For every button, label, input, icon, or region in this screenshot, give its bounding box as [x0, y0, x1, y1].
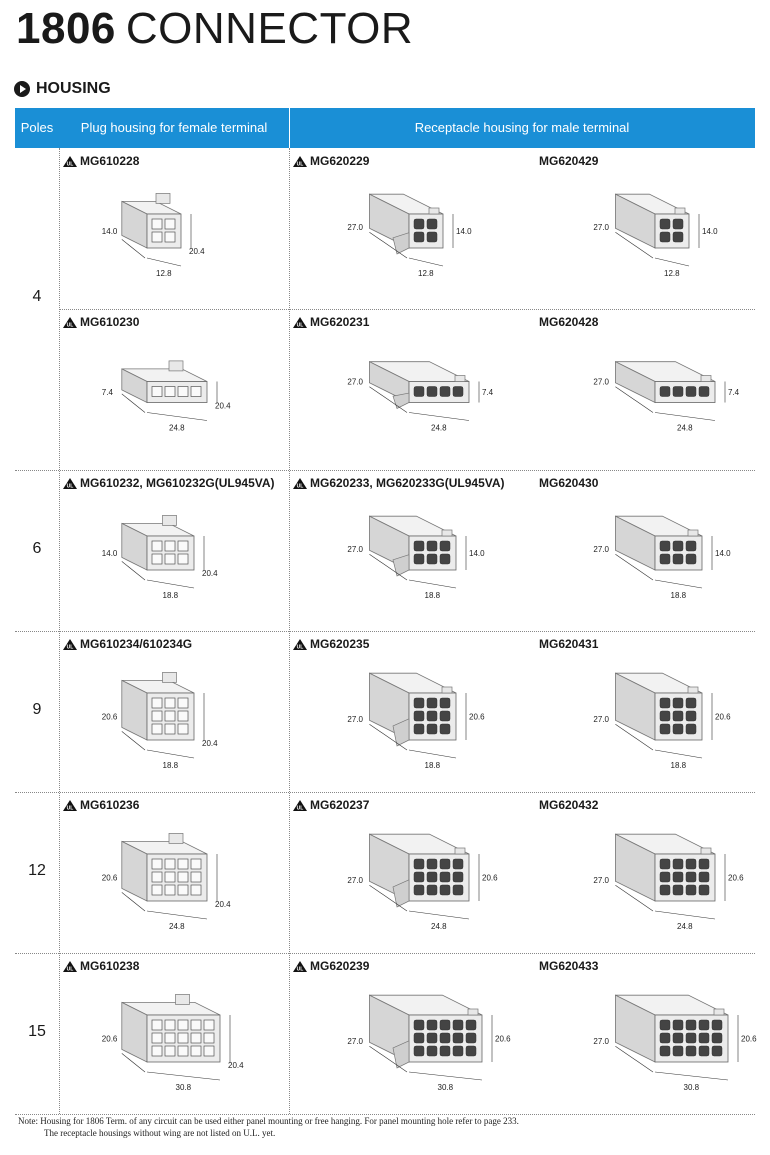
dim-depth-label: 27.0 [347, 545, 363, 555]
housing-cell [289, 309, 535, 470]
drawing-area [339, 170, 509, 303]
dim-width-label: 12.8 [418, 269, 434, 278]
dim-depth-label: 27.0 [347, 377, 363, 387]
dim-height-label: 20.6 [469, 712, 485, 722]
part-number-row [539, 798, 598, 812]
dim-height-label: 14.0 [456, 227, 472, 236]
note-line-1: Note: Housing for 1806 Term. of any circuit can be used either panel mounting or free hanging. For panel mounting hole refer to page 233. [18, 1116, 519, 1126]
dim-width-label: 12.8 [156, 269, 172, 278]
dim-depth-label: 27.0 [593, 377, 609, 387]
part-number-row [293, 637, 369, 651]
dim-height-label: 14.0 [101, 227, 118, 236]
connector-drawing [585, 975, 755, 1103]
part-number: MG620431 [539, 637, 599, 651]
dim-width-label: 24.8 [431, 423, 447, 433]
table-header [15, 108, 755, 148]
poles-value: 15 [28, 1023, 46, 1040]
drawing-area [89, 814, 259, 947]
poles-value: 9 [32, 701, 42, 718]
part-number-row [539, 476, 598, 490]
ul-recognized-icon [63, 317, 77, 328]
svg-text:UL: UL [66, 966, 74, 972]
svg-text:UL: UL [296, 644, 304, 650]
housing-cell [289, 148, 535, 309]
drawing-area [585, 653, 755, 786]
part-number-row [293, 959, 369, 973]
svg-text:UL: UL [66, 161, 74, 167]
drawing-area [585, 814, 755, 947]
part-number: MG620237 [310, 798, 370, 812]
dim-depth-label: 27.0 [593, 223, 609, 233]
part-number-row [539, 637, 598, 651]
ul-recognized-icon [293, 961, 307, 972]
dim-depth-label: 27.0 [347, 223, 363, 233]
dim-height-label: 20.6 [741, 1034, 757, 1044]
part-number: MG620432 [539, 798, 599, 812]
part-number: MG620430 [539, 476, 599, 490]
title-word: CONNECTOR [125, 4, 414, 53]
dim-width-label: 18.8 [424, 761, 441, 770]
part-number-row [293, 476, 505, 490]
part-number: MG610238 [80, 959, 140, 973]
ul-recognized-icon [293, 639, 307, 650]
part-number: MG620231 [310, 315, 370, 329]
dim-width-label: 12.8 [664, 269, 680, 278]
connector-drawing [339, 331, 509, 459]
dim-width-label: 18.8 [424, 591, 441, 600]
connector-drawing [585, 331, 755, 459]
svg-text:UL: UL [66, 322, 74, 328]
drawing-area [585, 331, 755, 464]
part-number: MG610234/610234G [80, 637, 193, 651]
dim-depth-label: 27.0 [593, 715, 609, 725]
dim-depth-label: 27.0 [347, 876, 363, 886]
connector-drawing [585, 492, 755, 620]
connector-drawing [89, 975, 259, 1103]
dim-depth-label: 20.4 [202, 739, 218, 748]
dim-width-label: 30.8 [683, 1083, 700, 1092]
svg-text:UL: UL [296, 805, 304, 811]
section-heading [14, 80, 111, 98]
drawing-area [89, 975, 259, 1108]
connector-drawing [89, 331, 259, 459]
dim-height-label: 20.6 [101, 873, 118, 883]
ul-recognized-icon [63, 800, 77, 811]
ul-recognized-icon [63, 639, 77, 650]
svg-text:UL: UL [296, 322, 304, 328]
part-number-row [539, 154, 598, 168]
ul-recognized-icon [293, 478, 307, 489]
dim-height-label: 14.0 [101, 549, 118, 558]
svg-text:UL: UL [66, 483, 74, 489]
housing-cell [59, 148, 289, 309]
housing-cell [59, 631, 289, 792]
dim-width-label: 24.8 [677, 423, 693, 433]
part-number: MG610228 [80, 154, 140, 168]
part-number: MG620429 [539, 154, 599, 168]
drawing-area [339, 492, 509, 625]
section-label: HOUSING [36, 80, 111, 97]
dim-width-label: 30.8 [437, 1083, 454, 1092]
dim-height-label: 7.4 [728, 388, 740, 397]
housing-cell [59, 309, 289, 470]
housing-cell [535, 792, 755, 953]
svg-text:UL: UL [66, 805, 74, 811]
dim-width-label: 24.8 [169, 423, 185, 433]
dim-depth-label: 27.0 [347, 1037, 363, 1047]
housing-cell [289, 470, 535, 631]
part-number: MG610236 [80, 798, 140, 812]
housing-cell [535, 470, 755, 631]
part-number: MG620229 [310, 154, 370, 168]
poles-value: 12 [28, 862, 46, 879]
dim-height-label: 20.6 [101, 712, 118, 722]
dim-depth-label: 27.0 [347, 715, 363, 725]
drawing-area [339, 814, 509, 947]
dim-height-label: 7.4 [101, 388, 113, 397]
drawing-area [339, 653, 509, 786]
dim-width-label: 24.8 [169, 922, 185, 931]
part-number-row [293, 798, 369, 812]
header-plug: Plug housing for female terminal [59, 108, 290, 148]
part-number-row [539, 315, 598, 329]
part-number: MG620428 [539, 315, 599, 329]
part-number: MG610232, MG610232G(UL945VA) [80, 476, 275, 490]
ul-recognized-icon [293, 800, 307, 811]
poles-value: 6 [32, 540, 42, 557]
housing-cell [535, 148, 755, 309]
connector-drawing [89, 170, 259, 298]
connector-drawing [585, 814, 755, 942]
dim-depth-label: 20.4 [202, 569, 218, 578]
part-number-row [293, 154, 369, 168]
part-number: MG620233, MG620233G(UL945VA) [310, 476, 505, 490]
dim-height-label: 20.6 [101, 1034, 118, 1044]
connector-drawing [89, 814, 259, 942]
housing-cell [59, 792, 289, 953]
svg-text:UL: UL [296, 483, 304, 489]
dim-height-label: 7.4 [482, 388, 494, 397]
drawing-area [339, 331, 509, 464]
part-number-row [293, 315, 369, 329]
dim-height-label: 20.6 [728, 873, 744, 883]
part-number: MG620235 [310, 637, 370, 651]
dim-height-label: 14.0 [702, 227, 718, 236]
housing-cell [289, 792, 535, 953]
dim-width-label: 18.8 [162, 761, 179, 770]
part-number-row [63, 315, 139, 329]
connector-drawing [339, 653, 509, 781]
dim-width-label: 18.8 [670, 591, 687, 600]
dim-height-label: 14.0 [469, 549, 485, 558]
note-line-2: The receptacle housings without wing are not listed on U.L. yet. [44, 1128, 276, 1138]
dim-depth-label: 20.4 [215, 900, 231, 909]
housing-cell [59, 470, 289, 631]
connector-drawing [339, 814, 509, 942]
part-number-row [63, 476, 275, 490]
ul-recognized-icon [63, 961, 77, 972]
poles-value: 4 [32, 288, 42, 305]
ul-recognized-icon [63, 478, 77, 489]
part-number: MG610230 [80, 315, 140, 329]
part-number: MG620239 [310, 959, 370, 973]
dim-depth-label: 20.4 [215, 401, 231, 411]
part-number-row [539, 959, 598, 973]
part-number-row [63, 154, 139, 168]
dim-depth-label: 20.4 [189, 247, 205, 256]
housing-cell [59, 953, 289, 1114]
connector-drawing [89, 492, 259, 620]
dim-depth-label: 20.4 [228, 1061, 244, 1070]
dim-depth-label: 27.0 [593, 545, 609, 555]
svg-text:UL: UL [296, 161, 304, 167]
drawing-area [89, 331, 259, 464]
dim-height-label: 20.6 [482, 873, 498, 883]
header-poles: Poles [20, 120, 54, 135]
ul-recognized-icon [293, 317, 307, 328]
dim-height-label: 20.6 [495, 1034, 511, 1044]
housing-cell [289, 631, 535, 792]
dim-depth-label: 27.0 [593, 876, 609, 886]
footnote [18, 1115, 519, 1139]
housing-cell [289, 953, 535, 1114]
drawing-area [585, 170, 755, 303]
dim-width-label: 30.8 [175, 1083, 192, 1092]
dim-width-label: 18.8 [670, 761, 687, 770]
drawing-area [585, 492, 755, 625]
drawing-area [89, 492, 259, 625]
dim-depth-label: 27.0 [593, 1037, 609, 1047]
header-receptacle: Receptacle housing for male terminal [414, 120, 630, 135]
arrow-circle-icon [14, 81, 30, 97]
part-number-row [63, 798, 139, 812]
dim-width-label: 24.8 [431, 922, 447, 931]
drawing-area [585, 975, 755, 1108]
drawing-area [89, 170, 259, 303]
part-number: MG620433 [539, 959, 599, 973]
svg-text:UL: UL [296, 966, 304, 972]
housing-cell [535, 953, 755, 1114]
housing-cell [535, 631, 755, 792]
dim-height-label: 14.0 [715, 549, 731, 558]
housing-cell [535, 309, 755, 470]
dim-width-label: 24.8 [677, 922, 693, 931]
svg-text:UL: UL [66, 644, 74, 650]
part-number-row [63, 959, 139, 973]
title-number: 1806 [16, 4, 116, 53]
connector-drawing [585, 170, 755, 298]
connector-drawing [339, 492, 509, 620]
dim-height-label: 20.6 [715, 712, 731, 722]
connector-drawing [339, 975, 509, 1103]
drawing-area [89, 653, 259, 786]
dim-width-label: 18.8 [162, 591, 179, 600]
part-number-row [63, 637, 192, 651]
ul-recognized-icon [293, 156, 307, 167]
ul-recognized-icon [63, 156, 77, 167]
page-title [16, 4, 413, 54]
connector-drawing [339, 170, 509, 298]
drawing-area [339, 975, 509, 1108]
connector-drawing [585, 653, 755, 781]
connector-drawing [89, 653, 259, 781]
